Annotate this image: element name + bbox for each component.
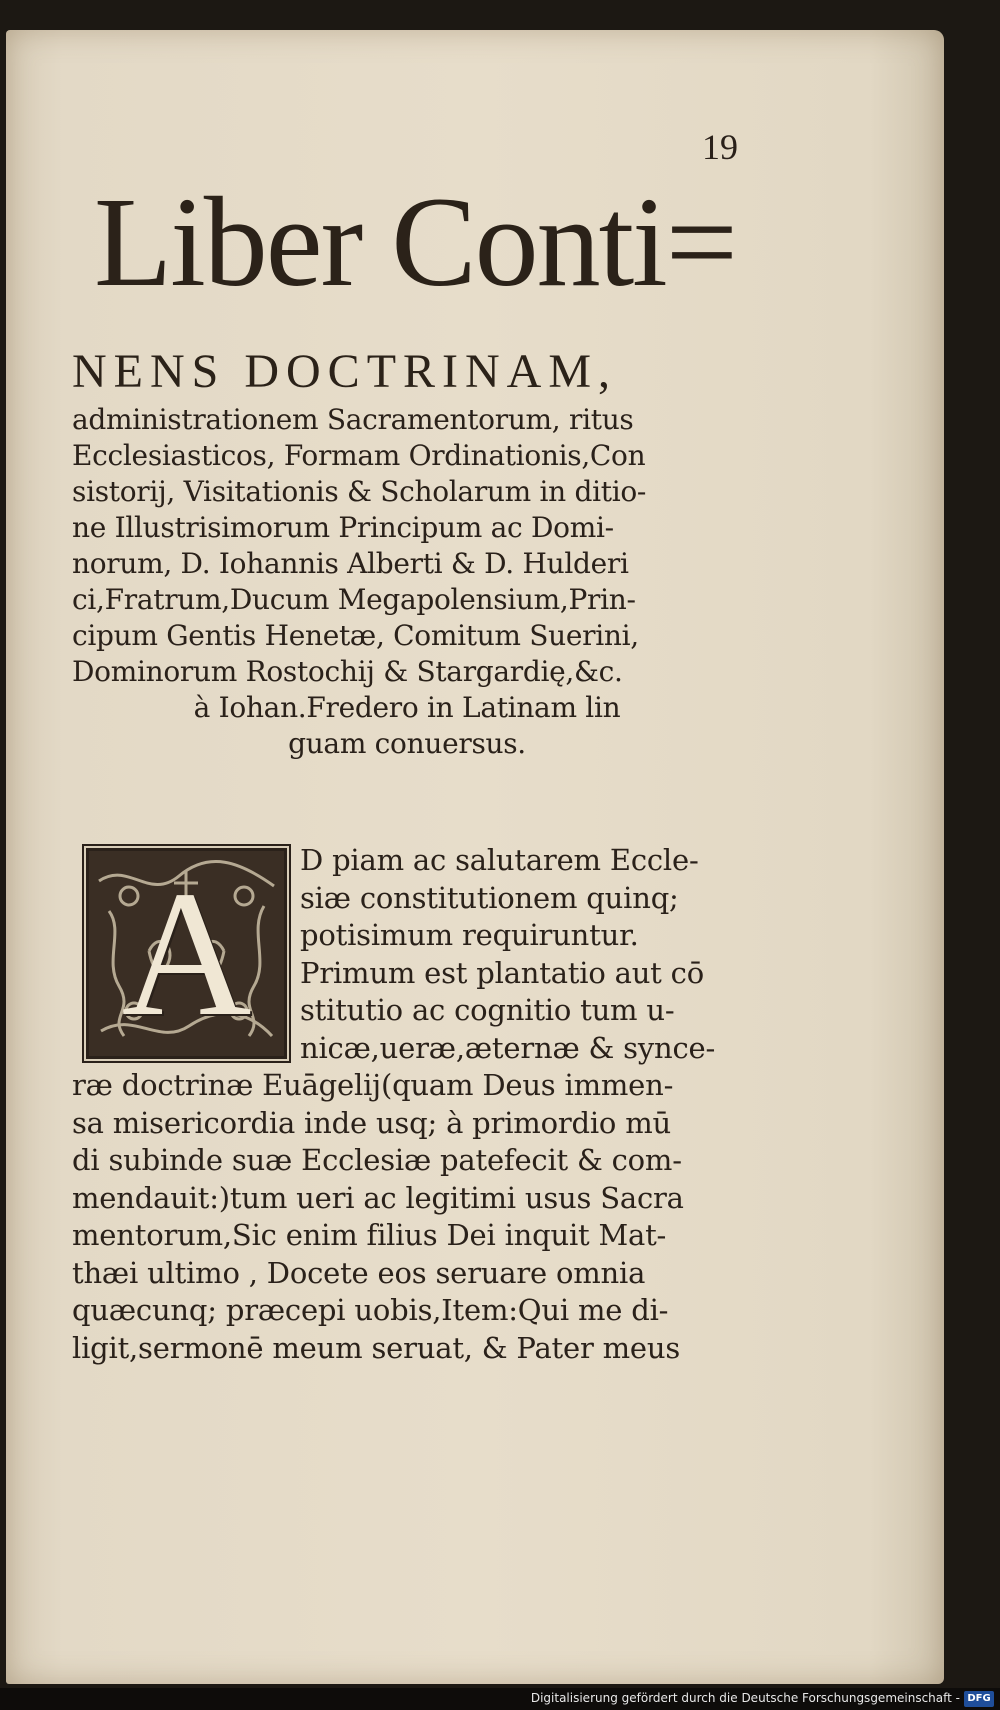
body-line: ligit,sermonē meum seruat, & Pater meus bbox=[72, 1330, 681, 1365]
dfg-logo: DFG bbox=[964, 1691, 994, 1707]
body-line: sa misericordia inde usq; à primordio mū bbox=[72, 1105, 671, 1140]
body-line: di subinde suæ Ecclesiæ patefecit & com- bbox=[72, 1143, 682, 1177]
intro-line: ci,Fratrum,Ducum Megapolensium,Prin- bbox=[72, 583, 636, 616]
body-line: nicæ,ueræ,æternæ & synce- bbox=[300, 1030, 716, 1065]
intro-line: norum, D. Iohannis Alberti & D. Hulderi bbox=[72, 547, 629, 580]
title-subheading: NENS DOCTRINAM, bbox=[72, 345, 618, 398]
body-line: stitutio ac cognitio tum u- bbox=[300, 993, 675, 1027]
intro-line: sistorij, Visitationis & Scholarum in ditio- bbox=[72, 475, 647, 508]
intro-line: guam conuersus. bbox=[288, 727, 526, 760]
body-line: D piam ac salutarem Eccle- bbox=[300, 843, 699, 877]
page-number: 19 bbox=[702, 127, 738, 167]
body-paragraph bbox=[72, 842, 742, 1367]
body-line: siæ constitutionem quinq; bbox=[300, 880, 679, 915]
intro-line: ne Illustrisimorum Principum ac Domi- bbox=[72, 511, 614, 544]
intro-line: Ecclesiasticos, Formam Ordinationis,Con bbox=[72, 439, 646, 472]
intro-line: administrationem Sacramentorum, ritus bbox=[72, 403, 634, 436]
body-line: quæcunq; præcepi uobis,Item:Qui me di- bbox=[72, 1293, 669, 1327]
footer-bar bbox=[0, 1688, 1000, 1710]
title-heading: Liber Conti= bbox=[94, 171, 736, 313]
book-page bbox=[6, 30, 944, 1684]
body-line: ræ doctrinæ Euāgelij(quam Deus immen- bbox=[72, 1068, 674, 1102]
intro-line: Dominorum Rostochij & Stargardię,&c. bbox=[72, 655, 623, 688]
body-line: mendauit:)tum ueri ac legitimi usus Sacra bbox=[72, 1180, 684, 1215]
intro-line: cipum Gentis Henetæ, Comitum Suerini, bbox=[72, 619, 639, 652]
body-line: potisimum requiruntur. bbox=[300, 918, 639, 952]
initial-letter: A bbox=[121, 854, 252, 1053]
funding-credit: Digitalisierung gefördert durch die Deutsche Forschungsgemeinschaft - bbox=[530, 1691, 960, 1705]
body-line: Primum est plantatio aut cō bbox=[300, 955, 704, 990]
body-line: thæi ultimo , Docete eos seruare omnia bbox=[72, 1255, 646, 1290]
intro-paragraph bbox=[72, 402, 742, 762]
body-line: mentorum,Sic enim filius Dei inquit Mat- bbox=[72, 1218, 667, 1252]
intro-line: à Iohan.Fredero in Latinam lin bbox=[193, 691, 621, 724]
